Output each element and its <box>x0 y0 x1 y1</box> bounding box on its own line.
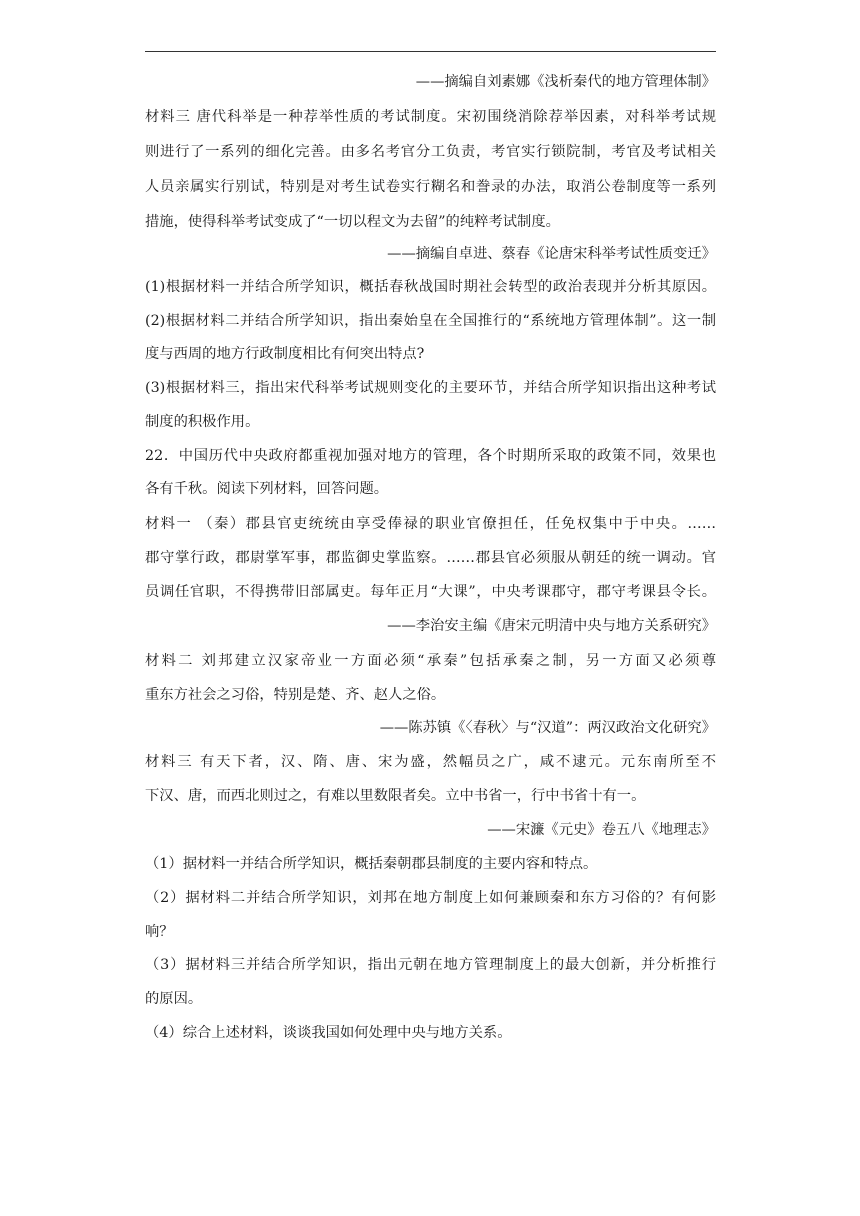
material-text: 人员亲属实行别试，特别是对考生试卷实行糊名和誊录的办法，取消公卷制度等一系列 <box>145 179 716 195</box>
question-text: 响？ <box>145 924 174 940</box>
question-text: 度与西周的地方行政制度相比有何突出特点? <box>145 346 425 362</box>
material-text: 下汉、唐，而西北则过之，有难以里数限者矣。立中书省一，行中书省十有一。 <box>145 788 646 804</box>
question-text: 的原因。 <box>145 991 203 1007</box>
header-rule <box>145 51 716 52</box>
question-22-stem: 各有千秋。阅读下列材料，回答问题。 <box>145 481 389 497</box>
question-text: （1）据材料一并结合所学知识，概括秦朝郡县制度的主要内容和特点。 <box>145 856 598 872</box>
question-text: （4）综合上述材料，谈谈我国如何处理中央与地方关系。 <box>145 1025 512 1041</box>
source-line: ——摘编自卓进、蔡春《论唐宋科举考试性质变迁》 <box>387 246 716 262</box>
material-text: 材料三 有天下者，汉、隋、唐、宋为盛，然幅员之广，咸不逮元。元东南所至不 <box>145 754 716 770</box>
material-text: 材料三 唐代科举是一种荐举性质的考试制度。宋初围绕消除荐举因素，对科举考试规 <box>145 109 716 125</box>
material-text: 重东方社会之习俗，特别是楚、齐、赵人之俗。 <box>145 687 446 703</box>
source-line: ——摘编自刘素娜《浅析秦代的地方管理体制》 <box>415 74 716 90</box>
question-text: (1)根据材料一并结合所学知识，概括春秋战国时期社会转型的政治表现并分析其原因。 <box>145 279 716 295</box>
question-text: (3)根据材料三，指出宋代科举考试规则变化的主要环节，并结合所学知识指出这种考试 <box>145 380 716 396</box>
material-text: 郡守掌行政，郡尉掌军事，郡监御史掌监察。……郡县官必须服从朝廷的统一调动。官 <box>145 550 716 566</box>
material-text: 则进行了一系列的细化完善。由多名考官分工负责，考官实行锁院制，考官及考试相关 <box>145 144 716 160</box>
source-line: ——宋濂《元史》卷五八《地理志》 <box>487 822 716 838</box>
question-22-stem: 22．中国历代中央政府都重视加强对地方的管理，各个时期所采取的政策不同，效果也 <box>145 448 716 464</box>
material-text: 材料二 刘邦建立汉家帝业一方面必须“承秦”包括承秦之制，另一方面又必须尊 <box>145 653 716 669</box>
question-text: (2)根据材料二并结合所学知识，指出秦始皇在全国推行的“系统地方管理体制”。这一制 <box>145 313 716 329</box>
question-text: （3）据材料三并结合所学知识，指出元朝在地方管理制度上的最大创新，并分析推行 <box>145 957 716 973</box>
question-text: 制度的积极作用。 <box>145 414 260 430</box>
material-text: 员调任官职，不得携带旧部属吏。每年正月“大课”，中央考课郡守，郡守考课县令长。 <box>145 584 716 600</box>
material-text: 措施，使得科举考试变成了“一切以程文为去留”的纯粹考试制度。 <box>145 214 560 230</box>
material-text: 材料一 （秦）郡县官吏统统由享受俸禄的职业官僚担任，任免权集中于中央。…… <box>145 516 716 532</box>
source-line: ——陈苏镇《〈春秋〉与“汉道”：两汉政治文化研究》 <box>379 720 716 736</box>
source-line: ——李治安主编《唐宋元明清中央与地方关系研究》 <box>387 618 716 634</box>
question-text: （2）据材料二并结合所学知识，刘邦在地方制度上如何兼顾秦和东方习俗的？有何影 <box>145 890 716 906</box>
